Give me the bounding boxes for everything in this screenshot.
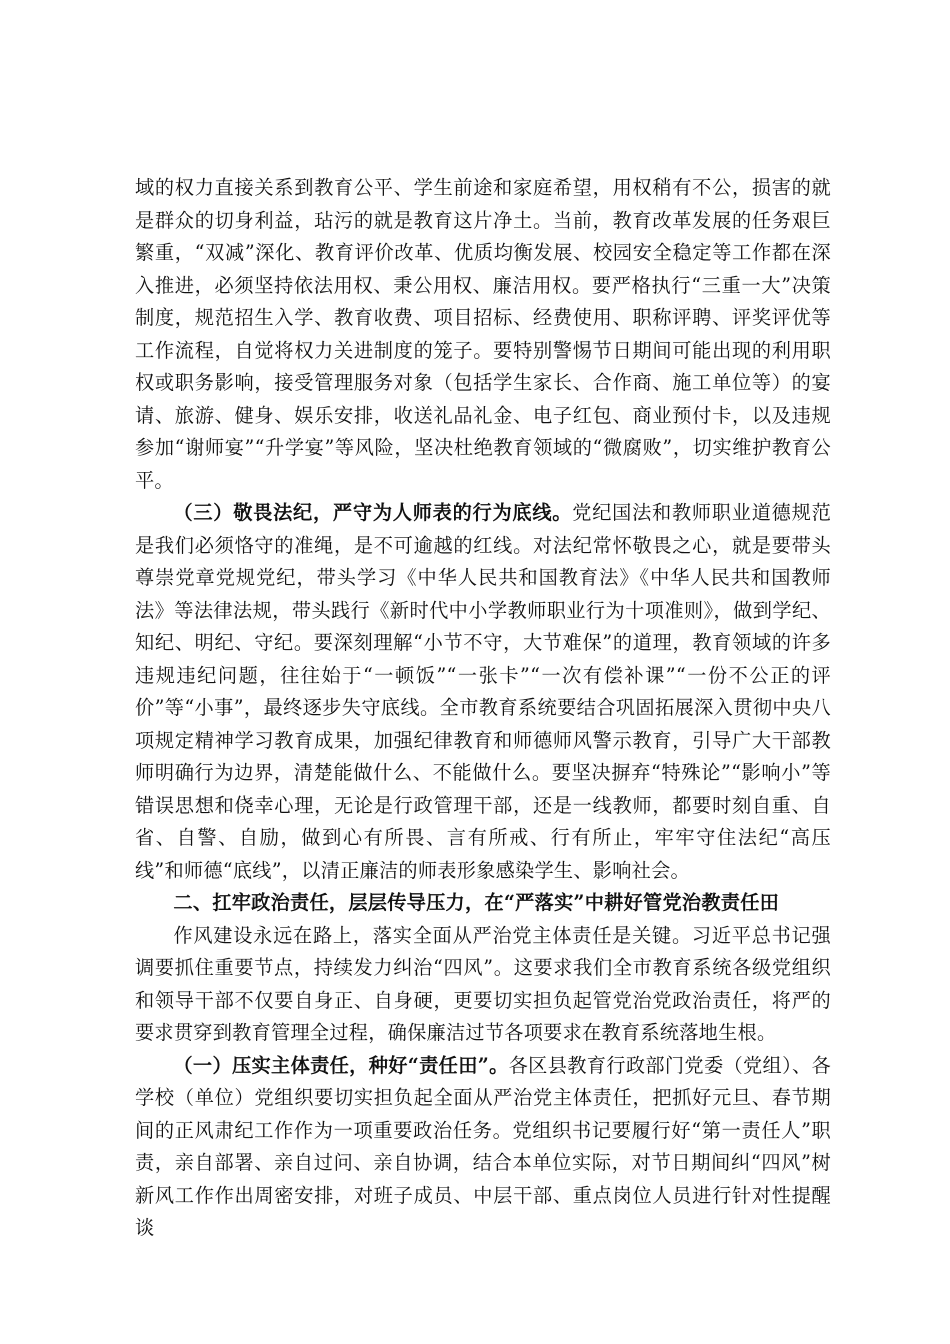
paragraph-revere-law-discipline [135,497,831,887]
section-heading-two: 二、扛牢政治责任，层层传导压力，在“严落实”中耕好管党治教责任田 [173,891,780,914]
subheading-lead: （一）压实主体责任，种好“责任田”。 [173,1053,509,1077]
paragraph-text: 各区县教育行政部门党委（党组）、各学校（单位）党组织要切实担负起全面从严治党主体责任，把抓好元旦、春节期间的正风肃纪工作作为一项重要政治任务。党组织书记要履行好“第一责任人”职责，亲自部署、亲自过问、亲自协调，结合本单位实际，对节日期间纠“四风”树新风工作作出周密安排，对班子成员、中层干部、重点岗位人员进行针对性提醒谈 [135,1053,831,1239]
paragraph-text: 作风建设永远在路上，落实全面从严治党主体责任是关键。习近平总书记强调要抓住重要节点，持续发力纠治“四风”。这要求我们全市教育系统各级党组织和领导干部不仅要自身正、自身硬，更要切实担负起管党治党政治责任，将严的要求贯穿到教育管理全过程，确保廉洁过节各项要求在教育系统落地生根。 [135,923,831,1044]
document-body [135,172,831,1245]
paragraph-text: 域的权力直接关系到教育公平、学生前途和家庭希望，用权稍有不公，损害的就是群众的切身利益，玷污的就是教育这片净土。当前，教育改革发展的任务艰巨繁重，“双减”深化、教育评价改革、优质均衡发展、校园安全稳定等工作都在深入推进，必须坚持依法用权、秉公用权、廉洁用权。要严格执行“三重一大”决策制度，规范招生入学、教育收费、项目招标、经费使用、职称评聘、评奖评优等工作流程，自觉将权力关进制度的笼子。要特别警惕节日期间可能出现的利用职权或职务影响，接受管理服务对象（包括学生家长、合作商、施工单位等）的宴请、旅游、健身、娱乐安排，收送礼品礼金、电子红包、商业预付卡，以及违规参加“谢师宴”“升学宴”等风险，坚决杜绝教育领域的“微腐败”，切实维护教育公平。 [135,176,831,492]
paragraph-main-responsibility [135,1050,831,1245]
paragraph-style-building [135,920,831,1050]
paragraph-power-and-fairness [135,172,831,497]
paragraph-text: 党纪国法和教师职业道德规范是我们必须恪守的准绳，是不可逾越的红线。对法纪常怀敬畏之心，就是要带头尊崇党章党规党纪，带头学习《中华人民共和国教育法》《中华人民共和国教师法》等法律法规，带头践行《新时代中小学教师职业行为十项准则》，做到学纪、知纪、明纪、守纪。要深刻理解“小节不守，大节难保”的道理，教育领域的许多违规违纪问题，往往始于“一顿饭”“一张卡”“一次有偿补课”“一份不公正的评价”等“小事”，最终逐步失守底线。全市教育系统要结合巩固拓展深入贯彻中央八项规定精神学习教育成果，加强纪律教育和师德师风警示教育，引导广大干部教师明确行为边界，清楚能做什么、不能做什么。要坚决摒弃“特殊论”“影响小”等错误思想和侥幸心理，无论是行政管理干部，还是一线教师，都要时刻自重、自省、自警、自励，做到心有所畏、言有所戒、行有所止，牢牢守住法纪“高压线”和师德“底线”，以清正廉洁的师表形象感染学生、影响社会。 [135,501,832,882]
subheading-lead: （三）敬畏法纪，严守为人师表的行为底线。 [173,501,573,524]
